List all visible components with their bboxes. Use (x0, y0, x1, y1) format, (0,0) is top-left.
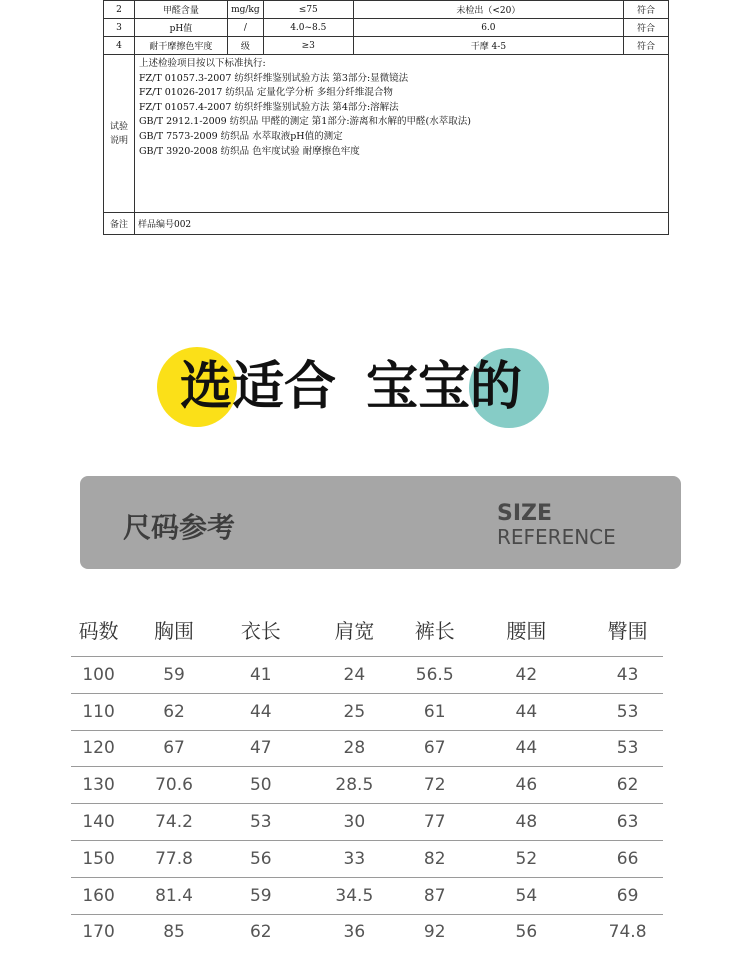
table-row (71, 657, 663, 694)
report-item: 甲醛含量 (134, 1, 227, 19)
header-waist: 腰围 (460, 602, 592, 657)
table-cell: 77.8 (126, 840, 222, 877)
table-cell: 69 (592, 877, 663, 914)
table-cell: 28 (300, 730, 409, 767)
notes-line: GB/T 2912.1-2009 纺织品 甲醛的测定 第1部分:游离和水解的甲醛(水萃取法) (138, 116, 471, 128)
table-cell: 67 (126, 730, 222, 767)
table-cell: 33 (300, 840, 409, 877)
table-cell: 42 (460, 657, 592, 694)
table-cell: 72 (409, 767, 460, 804)
table-cell: 47 (222, 730, 300, 767)
table-cell: 30 (300, 804, 409, 841)
table-cell: 87 (409, 877, 460, 914)
notes-line: GB/T 7573-2009 纺织品 水萃取液pH值的测定 (138, 130, 343, 142)
size-chart-table (71, 602, 663, 950)
table-cell: 41 (222, 657, 300, 694)
report-verdict: 符合 (624, 1, 669, 19)
slogan-part-2: 宝宝的 (366, 357, 523, 417)
report-no: 3 (104, 19, 135, 37)
report-result: 干摩 4-5 (353, 37, 623, 55)
report-row (104, 37, 669, 55)
table-cell: 59 (126, 657, 222, 694)
table-cell: 53 (222, 804, 300, 841)
report-unit: mg/kg (227, 1, 263, 19)
table-cell: 53 (592, 730, 663, 767)
report-requirement: ≥3 (263, 37, 353, 55)
report-unit: 级 (227, 37, 263, 55)
notes-line: GB/T 3920-2008 纺织品 色牢度试验 耐摩擦色牢度 (138, 145, 360, 157)
header-pants-length: 裤长 (409, 602, 460, 657)
remark-value: 样品编号002 (134, 213, 668, 235)
table-cell: 74.2 (126, 804, 222, 841)
table-row (71, 730, 663, 767)
header-shoulder: 肩宽 (300, 602, 409, 657)
table-cell: 44 (222, 693, 300, 730)
table-cell: 62 (592, 767, 663, 804)
table-cell: 62 (126, 693, 222, 730)
header-size: 码数 (71, 602, 126, 657)
table-cell: 81.4 (126, 877, 222, 914)
notes-line: 上述检验项目按以下标准执行: (138, 58, 266, 69)
slogan-part-1: 选适合 (180, 357, 337, 417)
table-cell: 74.8 (608, 922, 647, 943)
notes-line: FZ/T 01026-2017 纺织品 定量化学分析 多组分纤维混合物 (138, 87, 393, 99)
table-cell: 24 (300, 657, 409, 694)
table-cell: 56 (515, 922, 538, 943)
notes-label-line2: 说明 (109, 135, 128, 146)
header-hip: 臀围 (592, 602, 663, 657)
notes-line: FZ/T 01057.3-2007 纺织纤维鉴别试验方法 第3部分:显微镜法 (138, 72, 409, 84)
table-cell: 56.5 (409, 657, 460, 694)
report-result: 未检出（<20） (353, 1, 623, 19)
table-cell: 77 (409, 804, 460, 841)
table-cell: 70.6 (126, 767, 222, 804)
table-cell: 170 (82, 922, 115, 943)
table-cell: 59 (222, 877, 300, 914)
table-row (71, 767, 663, 804)
report-requirement: 4.0~8.5 (263, 19, 353, 37)
report-item: 耐干摩擦色牢度 (134, 37, 227, 55)
table-cell: 120 (71, 730, 126, 767)
notes-line: FZ/T 01057.4-2007 纺织纤维鉴别试验方法 第4部分:溶解法 (138, 101, 399, 113)
report-verdict: 符合 (624, 37, 669, 55)
remark-label: 备注 (104, 213, 135, 235)
table-cell: 54 (460, 877, 592, 914)
table-row (71, 840, 663, 877)
table-row (71, 693, 663, 730)
banner-subtitle-reference: REFERENCE (497, 525, 616, 549)
report-result: 6.0 (353, 19, 623, 37)
table-cell: 46 (460, 767, 592, 804)
table-cell: 43 (592, 657, 663, 694)
report-no: 2 (104, 1, 135, 19)
notes-content (134, 55, 668, 213)
table-row (71, 914, 663, 950)
report-row (104, 19, 669, 37)
table-cell: 67 (409, 730, 460, 767)
table-cell: 110 (71, 693, 126, 730)
table-cell: 53 (592, 693, 663, 730)
size-table-header-row (71, 602, 663, 657)
banner-subtitle-size: SIZE (497, 501, 553, 526)
table-cell: 150 (71, 840, 126, 877)
table-cell: 52 (460, 840, 592, 877)
report-row (104, 1, 669, 19)
table-cell: 48 (460, 804, 592, 841)
table-cell: 62 (249, 922, 272, 943)
notes-label-line1: 试验 (109, 121, 128, 132)
table-cell: 63 (592, 804, 663, 841)
header-chest: 胸围 (126, 602, 222, 657)
report-no: 4 (104, 37, 135, 55)
report-verdict: 符合 (624, 19, 669, 37)
table-cell: 34.5 (300, 877, 409, 914)
notes-label (104, 55, 135, 213)
report-unit: / (227, 19, 263, 37)
table-cell: 66 (592, 840, 663, 877)
table-cell: 82 (409, 840, 460, 877)
table-cell: 56 (222, 840, 300, 877)
table-cell: 130 (71, 767, 126, 804)
table-cell: 44 (460, 693, 592, 730)
table-cell: 44 (460, 730, 592, 767)
table-row (71, 877, 663, 914)
table-cell: 85 (163, 922, 185, 943)
report-remark-row (104, 213, 669, 235)
banner-title: 尺码参考 (123, 511, 236, 544)
report-requirement: ≤75 (263, 1, 353, 19)
table-cell: 100 (71, 657, 126, 694)
table-cell: 160 (71, 877, 126, 914)
table-cell: 61 (409, 693, 460, 730)
test-report-table (103, 0, 669, 235)
report-notes-row (104, 55, 669, 213)
table-cell: 50 (222, 767, 300, 804)
report-item: pH值 (134, 19, 227, 37)
table-cell: 25 (300, 693, 409, 730)
header-length: 衣长 (222, 602, 300, 657)
table-cell: 92 (423, 922, 446, 943)
table-cell: 28.5 (300, 767, 409, 804)
size-reference-banner (80, 476, 681, 569)
table-cell: 140 (71, 804, 126, 841)
table-cell: 36 (343, 922, 366, 943)
table-row (71, 804, 663, 841)
